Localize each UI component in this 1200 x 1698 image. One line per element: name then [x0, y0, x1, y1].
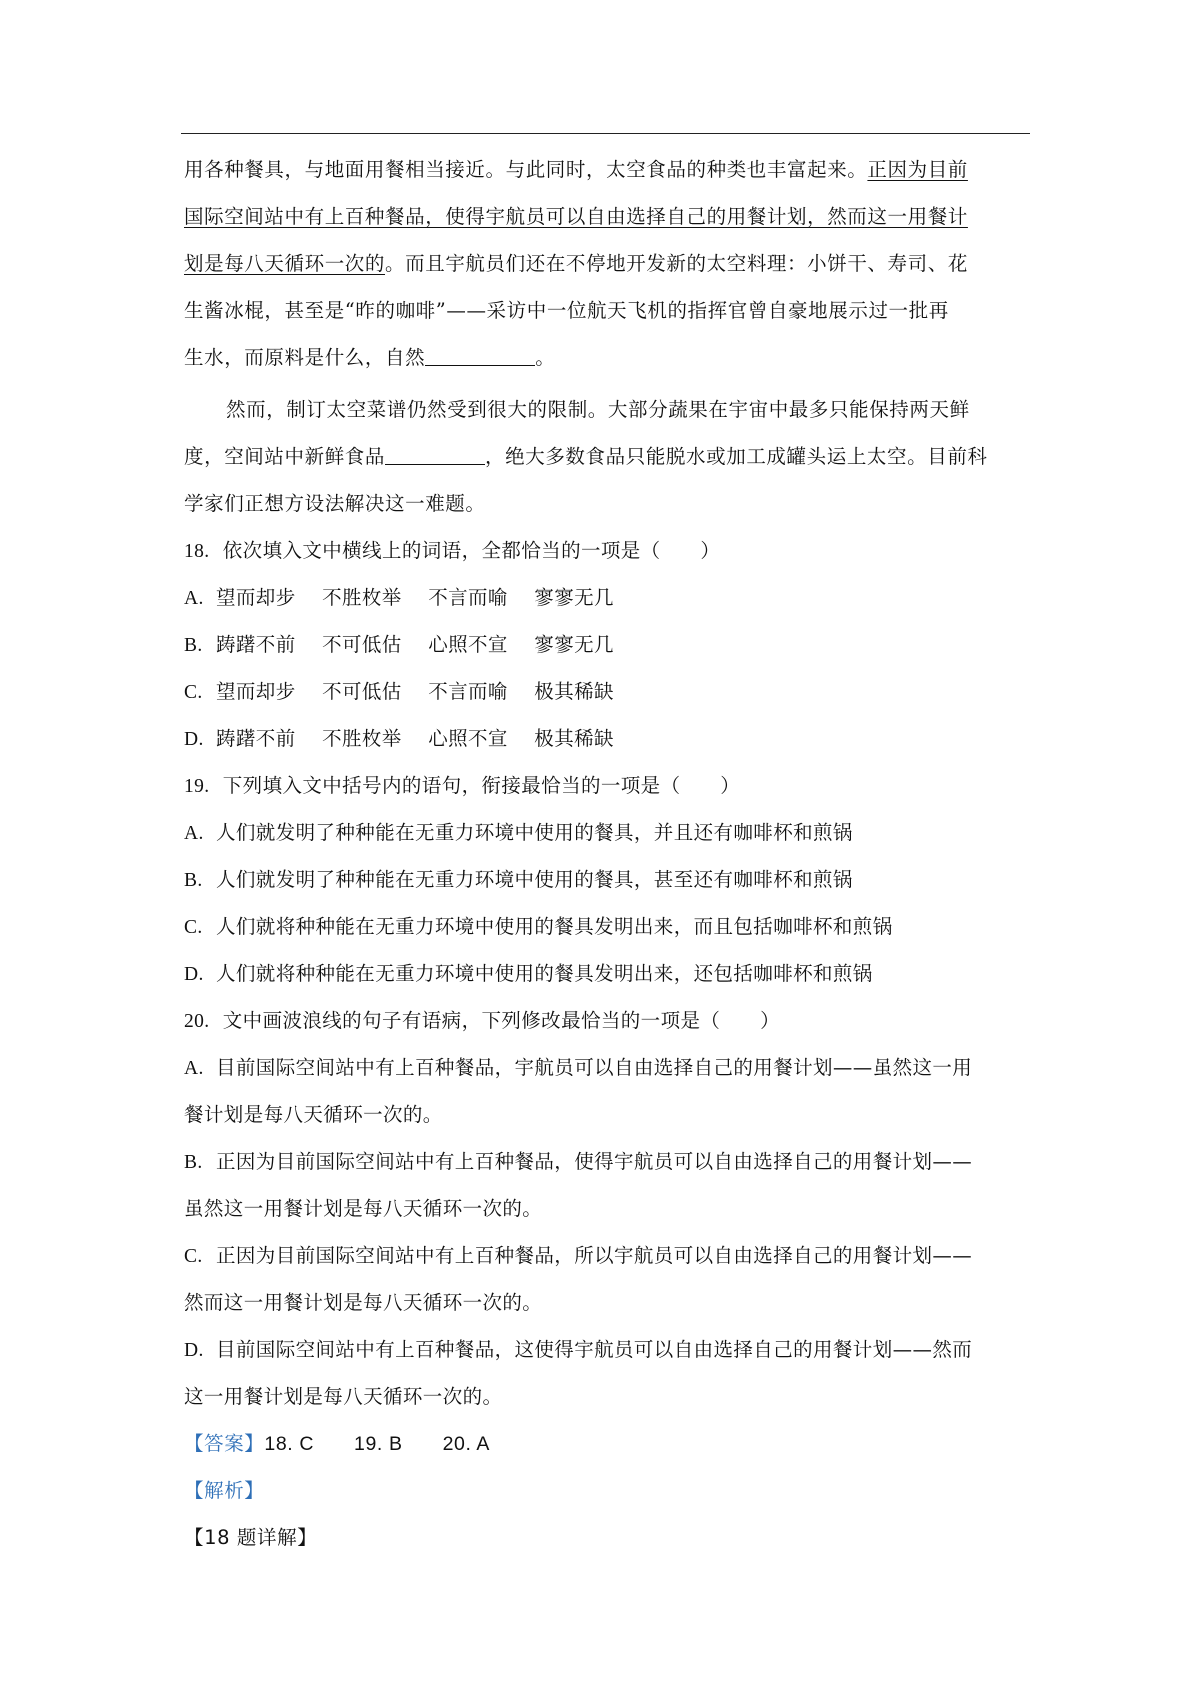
q18-option-b: B. 踌躇不前 不可低估 心照不宣 寥寥无几 [184, 633, 614, 656]
q19-option-d: D. 人们就将种种能在无重力环境中使用的餐具发明出来，还包括咖啡杯和煎锅 [184, 962, 873, 985]
question-19-stem: 19. 下列填入文中括号内的语句，衔接最恰当的一项是（ ） [184, 774, 741, 797]
q20-option-c: C. 正因为目前国际空间站中有上百种餐品，所以宇航员可以自由选择自己的用餐计划—— [184, 1244, 973, 1267]
passage-line-5: 生水，而原料是什么，自然 。 [184, 346, 556, 369]
q19-option-a: A. 人们就发明了种种能在无重力环境中使用的餐具，并且还有咖啡杯和煎锅 [184, 821, 853, 844]
fill-blank [385, 444, 485, 465]
question-20-stem: 20. 文中画波浪线的句子有语病，下列修改最恰当的一项是（ ） [184, 1009, 780, 1032]
q20-option-a: A. 目前国际空间站中有上百种餐品，宇航员可以自由选择自己的用餐计划——虽然这一用 [184, 1056, 973, 1079]
q20-option-d: D. 目前国际空间站中有上百种餐品，这使得宇航员可以自由选择自己的用餐计划——然而 [184, 1338, 973, 1361]
q20-option-c-cont: 然而这一用餐计划是每八天循环一次的。 [184, 1291, 543, 1314]
q19-option-c: C. 人们就将种种能在无重力环境中使用的餐具发明出来，而且包括咖啡杯和煎锅 [184, 915, 893, 938]
q20-option-d-cont: 这一用餐计划是每八天循环一次的。 [184, 1385, 503, 1408]
q18-option-a: A. 望而却步 不胜枚举 不言而喻 寥寥无几 [184, 586, 614, 609]
q20-option-a-cont: 餐计划是每八天循环一次的。 [184, 1103, 443, 1126]
question-18-stem: 18. 依次填入文中横线上的词语，全都恰当的一项是（ ） [184, 539, 721, 562]
passage-line-6: 然而，制订太空菜谱仍然受到很大的限制。大部分蔬果在宇宙中最多只能保持两天鲜 [226, 398, 970, 421]
answer-tag: 【答案】 [184, 1432, 265, 1455]
answer-line: 【答案】18. C 19. B 20. A [184, 1432, 491, 1455]
q18-option-c: C. 望而却步 不可低估 不言而喻 极其稀缺 [184, 680, 614, 703]
passage-line-3: 划是每八天循环一次的。而且宇航员们还在不停地开发新的太空料理：小饼干、寿司、花 [184, 252, 968, 275]
header-rule [181, 133, 1030, 134]
fill-blank [425, 345, 535, 366]
passage-line-1: 用各种餐具，与地面用餐相当接近。与此同时，太空食品的种类也丰富起来。正因为目前 [184, 158, 968, 181]
q20-option-b-cont: 虽然这一用餐计划是每八天循环一次的。 [184, 1197, 543, 1220]
analysis-tag: 【解析】 [184, 1479, 265, 1502]
passage-line-8: 学家们正想方设法解决这一难题。 [184, 492, 486, 515]
q18-option-d: D. 踌躇不前 不胜枚举 心照不宣 极其稀缺 [184, 727, 614, 750]
passage-line-2: 国际空间站中有上百种餐品，使得宇航员可以自由选择自己的用餐计划，然而这一用餐计 [184, 205, 968, 228]
passage-line-4: 生酱冰棍，甚至是“昨的咖啡”——采访中一位航天飞机的指挥官曾自豪地展示过一批再 [184, 299, 949, 322]
q18-detail-heading: 【18 题详解】 [184, 1526, 318, 1549]
passage-line-7: 度，空间站中新鲜食品 ，绝大多数食品只能脱水或加工成罐头运上太空。目前科 [184, 445, 988, 468]
q20-option-b: B. 正因为目前国际空间站中有上百种餐品，使得宇航员可以自由选择自己的用餐计划—— [184, 1150, 973, 1173]
q19-option-b: B. 人们就发明了种种能在无重力环境中使用的餐具，甚至还有咖啡杯和煎锅 [184, 868, 853, 891]
